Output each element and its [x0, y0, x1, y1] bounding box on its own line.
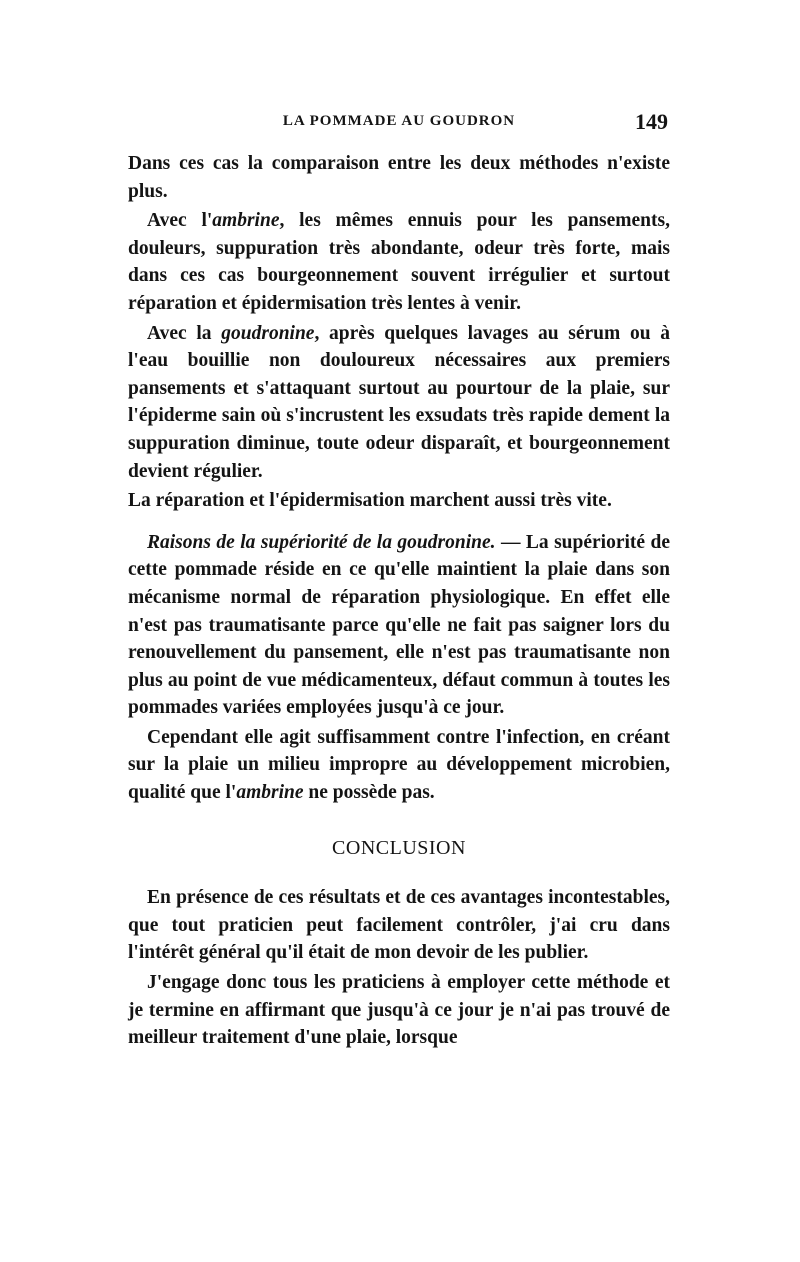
paragraph-5: Raisons de la supériorité de la goudronine. — La supériorité de cette pommade réside en ce qu'elle maintient la plaie dans son mécanisme normal de réparation physiologique. En effet elle n'est pas traumatisante parce qu'elle ne fait pas saigner lors du renouvellement du pansement, elle n'est pas traumatisante non plus au point de vue médicamenteux, défaut commun à toutes les pommades variées employées jusqu'à ce jour. [128, 531, 671, 719]
conclusion-paragraph-2: J'engage donc tous les praticiens à employer cette méthode et je termine en affirmant que jusqu'à ce jour je n'ai pas trouvé de meilleur traitement d'une plaie, lorsque [128, 972, 670, 1049]
page-number: 149 [635, 109, 668, 134]
paragraph-4: La réparation et l'épidermisation marchent aussi très vite. [128, 490, 612, 512]
page-body [128, 150, 670, 1052]
paragraph-3: Avec la goudronine, après quelques lavages au sérum ou à l'eau bouillie non douloureux nécessaires aux premiers pansements et s'attaquant surtout au pourtour de la plaie, sur l'épiderme sain où s'incrustent les exsudats très rapide dement la suppuration diminue, toute odeur disparaît, et bourgeonnement devient régulier. [128, 322, 670, 482]
running-title: LA POMMADE AU GOUDRON [282, 113, 516, 129]
conclusion-paragraph-1: En présence de ces résultats et de ces avantages incontestables, que tout praticien peut facilement contrôler, j'ai cru dans l'intérêt général qu'il était de mon devoir de les publier. [128, 887, 670, 964]
paragraph-1: Dans ces cas la comparaison entre les deux méthodes n'existe plus. [128, 153, 670, 202]
paragraph-6: Cependant elle agit suffisamment contre l'infection, en créant sur la plaie un milieu impropre au développement microbien, qualité que l'ambrine ne possède pas. [128, 726, 670, 804]
paragraph-2: Avec l'ambrine, les mêmes ennuis pour les pansements, douleurs, suppuration très abondante, odeur très forte, mais dans ces cas bourgeonnement souvent irrégulier et surtout réparation et épidermisation très lentes à venir. [128, 210, 670, 314]
page-header [128, 109, 670, 139]
section-title-conclusion: CONCLUSION [332, 836, 466, 859]
